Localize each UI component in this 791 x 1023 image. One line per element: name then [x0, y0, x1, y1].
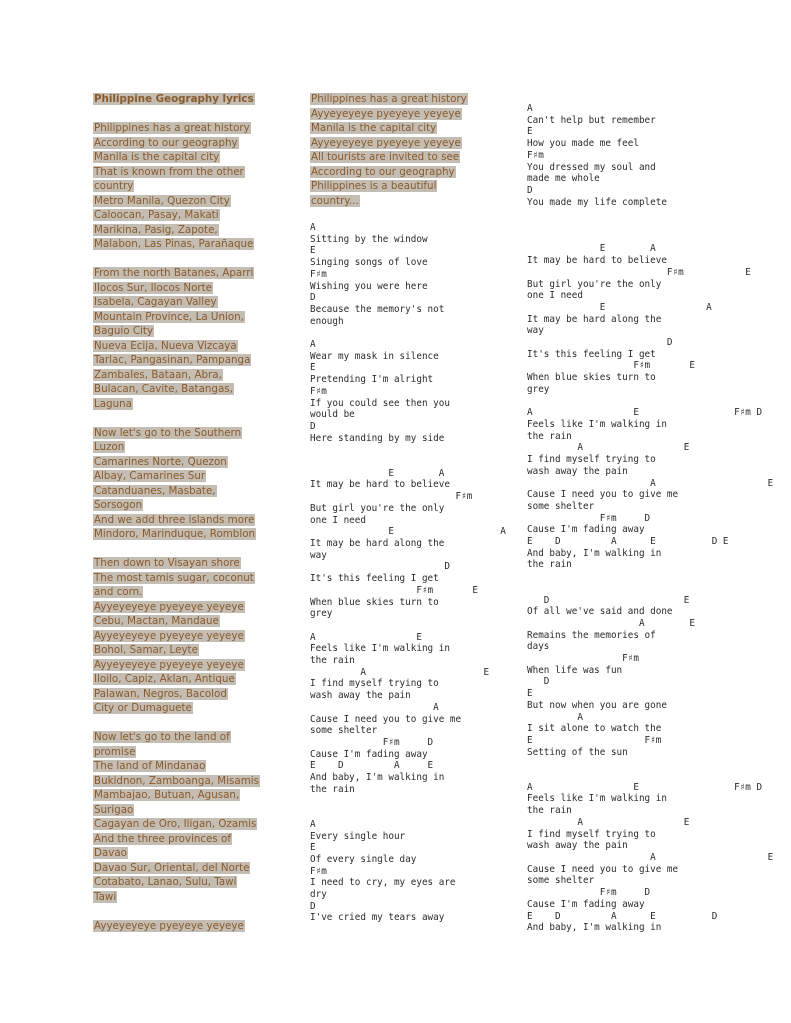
lyric-line: Manila is the capital city — [94, 151, 220, 163]
lyric-line: Albay, Camarines Sur — [94, 470, 206, 482]
lyric-line: Ilocos Sur, Ilocos Norte — [94, 281, 213, 294]
lyric-line: According to our geography — [311, 165, 455, 178]
column-right — [527, 103, 791, 934]
lyric-line: promise — [94, 745, 136, 758]
lyric-line: Nueva Ecija, Nueva Vizcaya — [94, 339, 237, 352]
lyric-line: The land of Mindanao — [94, 760, 206, 772]
geography-lyrics-continued — [310, 92, 490, 208]
lyric-line: Malabon, Las Pinas, Parañaque — [94, 238, 254, 250]
lyric-line: And the three provinces of — [94, 832, 231, 845]
lyric-line: Philippines is a beautiful — [311, 180, 437, 192]
lyric-line: Zambales, Bataan, Abra, — [94, 368, 222, 381]
lyric-line: The most tamis sugar, coconut — [94, 571, 254, 584]
lyric-line: Tawi — [94, 890, 117, 903]
stanza-gap — [93, 411, 263, 426]
lyric-line: Palawan, Negros, Bacolod — [94, 687, 227, 700]
lyric-line: Mambajao, Butuan, Agusan, — [94, 789, 240, 801]
lyric-line: Ayyeyeyeye pyeyeye yeyeye — [94, 600, 244, 613]
column-middle — [310, 92, 506, 924]
lyric-line: Iloilo, Capiz, Aklan, Antique — [94, 673, 235, 685]
geography-lyrics-lines — [93, 107, 263, 934]
lyric-line: City or Dumaguete — [94, 702, 192, 714]
lyric-line: Cagayan de Oro, Iligan, Ozamis — [94, 818, 257, 830]
lyric-line: Luzon — [94, 441, 125, 453]
lyric-line: From the north Batanes, Aparri — [94, 267, 254, 279]
lyric-line: Cebu, Mactan, Mandaue — [94, 615, 219, 627]
stanza-gap — [93, 542, 263, 557]
stanza-gap — [93, 107, 263, 122]
lyric-line: Surigao — [94, 803, 134, 816]
lyric-line: Ayyeyeyeye pyeyeye yeyeye — [94, 919, 244, 932]
song-chords-part2: A Can't help but remember E How you made me feel F♯m You dressed my soul and made me whole D You made my life complete E A It may be hard to believe F♯m E But girl you're the only one I need E A It may be hard along the way D It's this feeling I get F♯m E When blue skies turn to grey A E F♯m D Feels like I'm walking in the rain A E I find myself trying to wash away the pain A E Cause I need you to give me some shelter F♯m D Cause I'm fading away E D A E D E And baby, I'm walking in the rain D E Of all we've said and done A E Remains the memories of days F♯m When life was fun D E But now when you are gone A I sit alone to watch the E F♯m Setting of the sun A E F♯m D Feels like I'm walking in the rain A E I find myself trying to wash away the pain A E Cause I need you to give me some shelter F♯m D Cause I'm fading away E D A E D And baby, I'm walking in — [527, 103, 774, 934]
lyric-line: Mountain Province, La Union, — [94, 310, 244, 323]
lyric-line: country — [94, 180, 134, 192]
lyric-line: Ayyeyeyeye pyeyeye yeyeye — [311, 136, 461, 149]
lyric-line: Mindoro, Marinduque, Romblon — [94, 528, 256, 540]
lyric-line: Ayyeyeyeye pyeyeye yeyeye — [94, 629, 244, 642]
lyric-line: Davao Sur, Oriental, del Norte — [94, 861, 250, 874]
lyric-line: Laguna — [94, 397, 132, 410]
lyric-line: All tourists are invited to see — [311, 151, 460, 163]
lyric-line: Catanduanes, Masbate, — [94, 484, 216, 497]
lyric-line: Manila is the capital city — [311, 122, 437, 134]
lyric-line: Marikina, Pasig, Zapote, — [94, 223, 218, 236]
lyric-line: country... — [311, 194, 359, 207]
lyric-line: Caloocan, Pasay, Makati — [94, 209, 219, 221]
lyric-line: Philippines has a great history — [311, 93, 467, 105]
lyric-line: Philippines has a great history — [94, 122, 250, 134]
stanza-gap — [93, 252, 263, 267]
lyric-line: Then down to Visayan shore — [94, 557, 240, 569]
lyric-line: Isabela, Cagayan Valley — [94, 296, 217, 308]
lyric-line: That is known from the other — [94, 165, 244, 178]
stanza-gap — [93, 904, 263, 919]
lyric-line: and corn. — [94, 586, 143, 598]
lyric-line: Bukidnon, Zamboanga, Misamis — [94, 774, 259, 787]
lyric-line: Tarlac, Pangasinan, Pampanga — [94, 354, 251, 366]
lyric-line: Ayyeyeyeye pyeyeye yeyeye — [311, 107, 461, 120]
lyric-line: Bohol, Samar, Leyte — [94, 644, 198, 656]
stanza-gap — [93, 716, 263, 731]
lyric-line: Now let's go to the Southern — [94, 426, 242, 439]
song-chords-part1: A Sitting by the window E Singing songs of love F♯m Wishing you were here D Because the memory's not enough A Wear my mask in silence E Pretending I'm alright F♯m If you could see then you would be D Here standing by my side E A It may be hard to believe F♯m But girl you're the only one I need E A It may be hard along the way D It's this feeling I get F♯m E When blue skies turn to grey A E Feels like I'm walking in the rain A E I find myself trying to wash away the pain A Cause I need you to give me some shelter F♯m D Cause I'm fading away E D A E And baby, I'm walking in the rain A Every single hour E Of every single day F♯m I need to cry, my eyes are dry D I've cried my tears away — [310, 222, 506, 924]
lyric-line: And we add three islands more — [94, 513, 255, 526]
lyric-line: Metro Manila, Quezon City — [94, 194, 230, 207]
lyrics-title: Philippine Geography lyrics — [94, 93, 254, 105]
geography-lyrics-block — [93, 92, 263, 933]
column-geography-lyrics — [93, 92, 263, 933]
lyric-line: Sorsogon — [94, 499, 143, 511]
lyric-line: Ayyeyeyeye pyeyeye yeyeye — [94, 658, 244, 671]
lyric-line: According to our geography — [94, 136, 238, 149]
lyric-line: Cotabato, Lanao, Sulu, Tawi — [94, 876, 237, 888]
lyric-line: Camarines Norte, Quezon — [94, 455, 227, 468]
lyric-line: Bulacan, Cavite, Batangas, — [94, 383, 233, 395]
lyric-line: Now let's go to the land of — [94, 731, 230, 743]
lyric-line: Baguio City — [94, 325, 154, 337]
lyric-line: Davao — [94, 847, 127, 859]
